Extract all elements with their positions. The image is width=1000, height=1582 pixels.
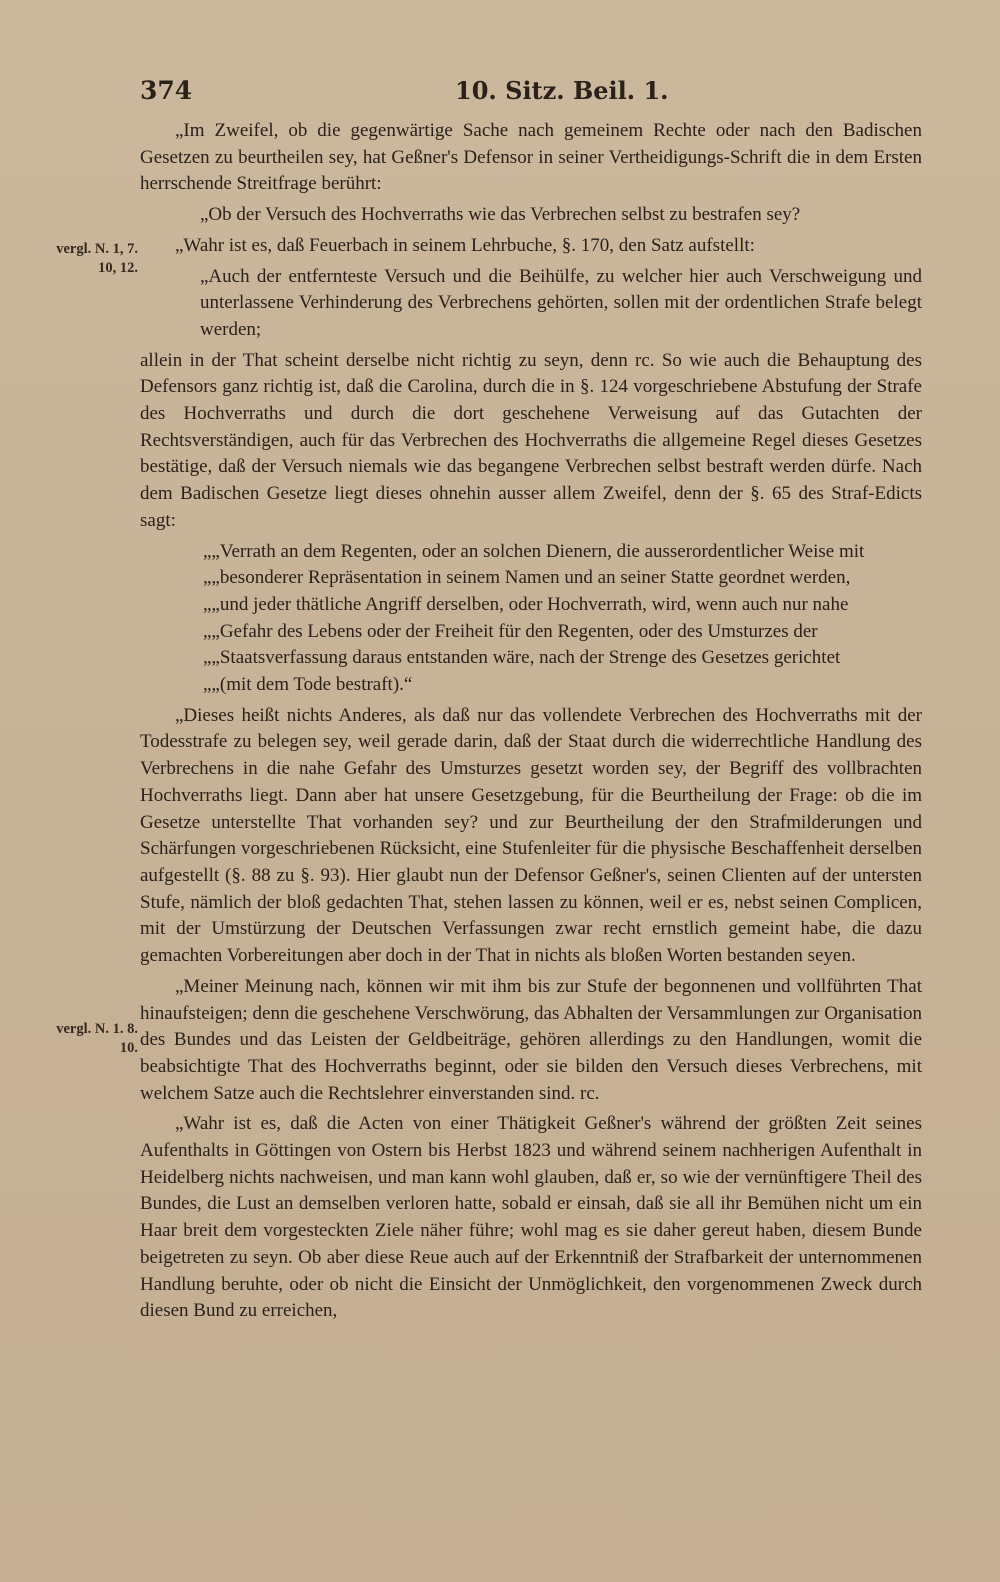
paragraph: „Meiner Meinung nach, können wir mit ihm bis zur Stufe der begonnenen und vollführten That hinaufsteigen; denn die geschehene Verschwörung, das Abhalten der Versammlungen zur Organisation des Bundes und das Leisten der Geldbeiträge, gehören allerdings zu den Handlungen, womit die beabsichtigte That des Hochverraths beginnt, oder sie bilden den Versuch dieses Verbrechens, mit welchem Satze auch die Rechtslehrer einverstanden sind. rc. [140, 975, 922, 1104]
running-head: 10. Sitz. Beil. 1. [455, 76, 669, 105]
quote-line: „„(mit dem Tode bestraft).“ [203, 674, 413, 696]
quote-line: „„Gefahr des Lebens oder der Freiheit für den Regenten, oder des Umsturzes der [203, 620, 818, 642]
quote-block [140, 539, 922, 699]
quote-line: „„Staatsverfassung daraus entstanden wäre, nach der Strenge des Gesetzes gerichtet [203, 647, 841, 669]
paragraph: „Dieses heißt nichts Anderes, als daß nur das vollendete Verbrechen des Hochverraths mit der Todesstrafe zu belegen sey, weil gerade darin, daß der Staat durch die widerrechtliche Handlung des Verbrechens in die nahe Gefahr des Umsturzes gesetzt worden sey, der Begriff des vollbrachten Hochverraths liegt. Dann aber hat unsere Gesetzgebung, für die Beurtheilung der Frage: ob die im Gesetze unterstellte That vorhanden sey? und zur Beurtheilung der den Strafmilderungen und Schärfungen vorgeschriebenen Rücksicht, eine Stufenleiter für die physische Beschaffenheit derselben aufgestellt (§. 88 zu §. 93). Hier glaubt nun der Defensor Geßner's, seinen Clienten auf der untersten Stufe, nämlich der bloß gedachten That, stehen lassen zu können, weil er es, nebst seinen Complicen, mit der Umstürzung der Deutschen Verfassungen zwar recht ernstlich gemeint habe, die dazu gemachten Vorbereitungen aber doch in der That in nichts als bloßen Worten bestanden seyen. [140, 704, 922, 967]
quote-line: „„Verrath an dem Regenten, oder an solchen Dienern, die ausserordentlicher Weise mit [203, 540, 865, 562]
margin-note-1: vergl. N. 1, 7. 10, 12. [56, 241, 138, 276]
quote-line: „„besonderer Repräsentation in seinem Namen und an seiner Statte geordnet werden, [203, 567, 851, 589]
paragraph: „Wahr ist es, daß die Acten von einer Thätigkeit Geßner's während der größten Zeit seines Aufenthalts in Göttingen von Ostern bis Herbst 1823 und während seinem nachherigen Aufenthalt in Heidelberg nichts nachweisen, und man kann wohl glauben, daß er, so wie der vernünftigere Theil des Bundes, die Lust an demselben verloren hatte, sobald er einsah, daß sie all ihr Bemühen nicht um ein Haar breit dem vorgesteckten Ziele näher führe; wohl mag es sie daher gereut haben, diesem Bunde beigetreten zu seyn. Ob aber diese Reue auch auf der Erkenntniß der Strafbarkeit der unternommenen Handlung beruhte, oder ob nicht die Einsicht der Unmöglichkeit, den vorgenommenen Zweck durch diesen Bund zu erreichen, [140, 1113, 922, 1322]
margin-note-2: vergl. N. 1. 8. 10. [56, 1021, 138, 1056]
quote-line: „„und jeder thätliche Angriff derselben, oder Hochverrath, wird, wenn auch nur nahe [203, 593, 849, 615]
paragraph: „Im Zweifel, ob die gegenwärtige Sache nach gemeinem Rechte oder nach den Badischen Gesetzen zu beurtheilen sey, hat Geßner's Defensor in seiner Vertheidigungs-Schrift die in dem Ersten herrschende Streitfrage berührt: [140, 120, 922, 195]
paragraph: „Ob der Versuch des Hochverraths wie das Verbrechen selbst zu bestrafen sey? [200, 204, 801, 226]
paragraph: „Wahr ist es, daß Feuerbach in seinem Lehrbuche, §. 170, den Satz aufstellt: [175, 234, 755, 256]
paragraph: „Auch der entfernteste Versuch und die Beihülfe, zu welcher hier auch Verschweigung und unterlassene Verhinderung des Verbrechens gehörten, sollen mit der ordentlichen Strafe belegt werden; [200, 265, 922, 340]
page-header [140, 76, 920, 116]
body-text [140, 118, 922, 1325]
page-number: 374 [140, 76, 193, 105]
paragraph: allein in der That scheint derselbe nicht richtig zu seyn, denn rc. So wie auch die Behauptung des Defensors ganz richtig ist, daß die Carolina, durch die in §. 124 vorgeschriebene Abstufung der Strafe des Hochverraths und durch die dort geschehene Verweisung auf das Gutachten der Rechtsverständigen, auch für das Verbrechen des Hochverraths die allgemeine Regel dieses Gesetzes bestätige, daß der Versuch niemals wie das begangene Verbrechen selbst bestraft werden dürfe. Nach dem Badischen Gesetze liegt dieses ohnehin ausser allem Zweifel, denn der §. 65 des Straf-Edicts sagt: [140, 349, 922, 531]
